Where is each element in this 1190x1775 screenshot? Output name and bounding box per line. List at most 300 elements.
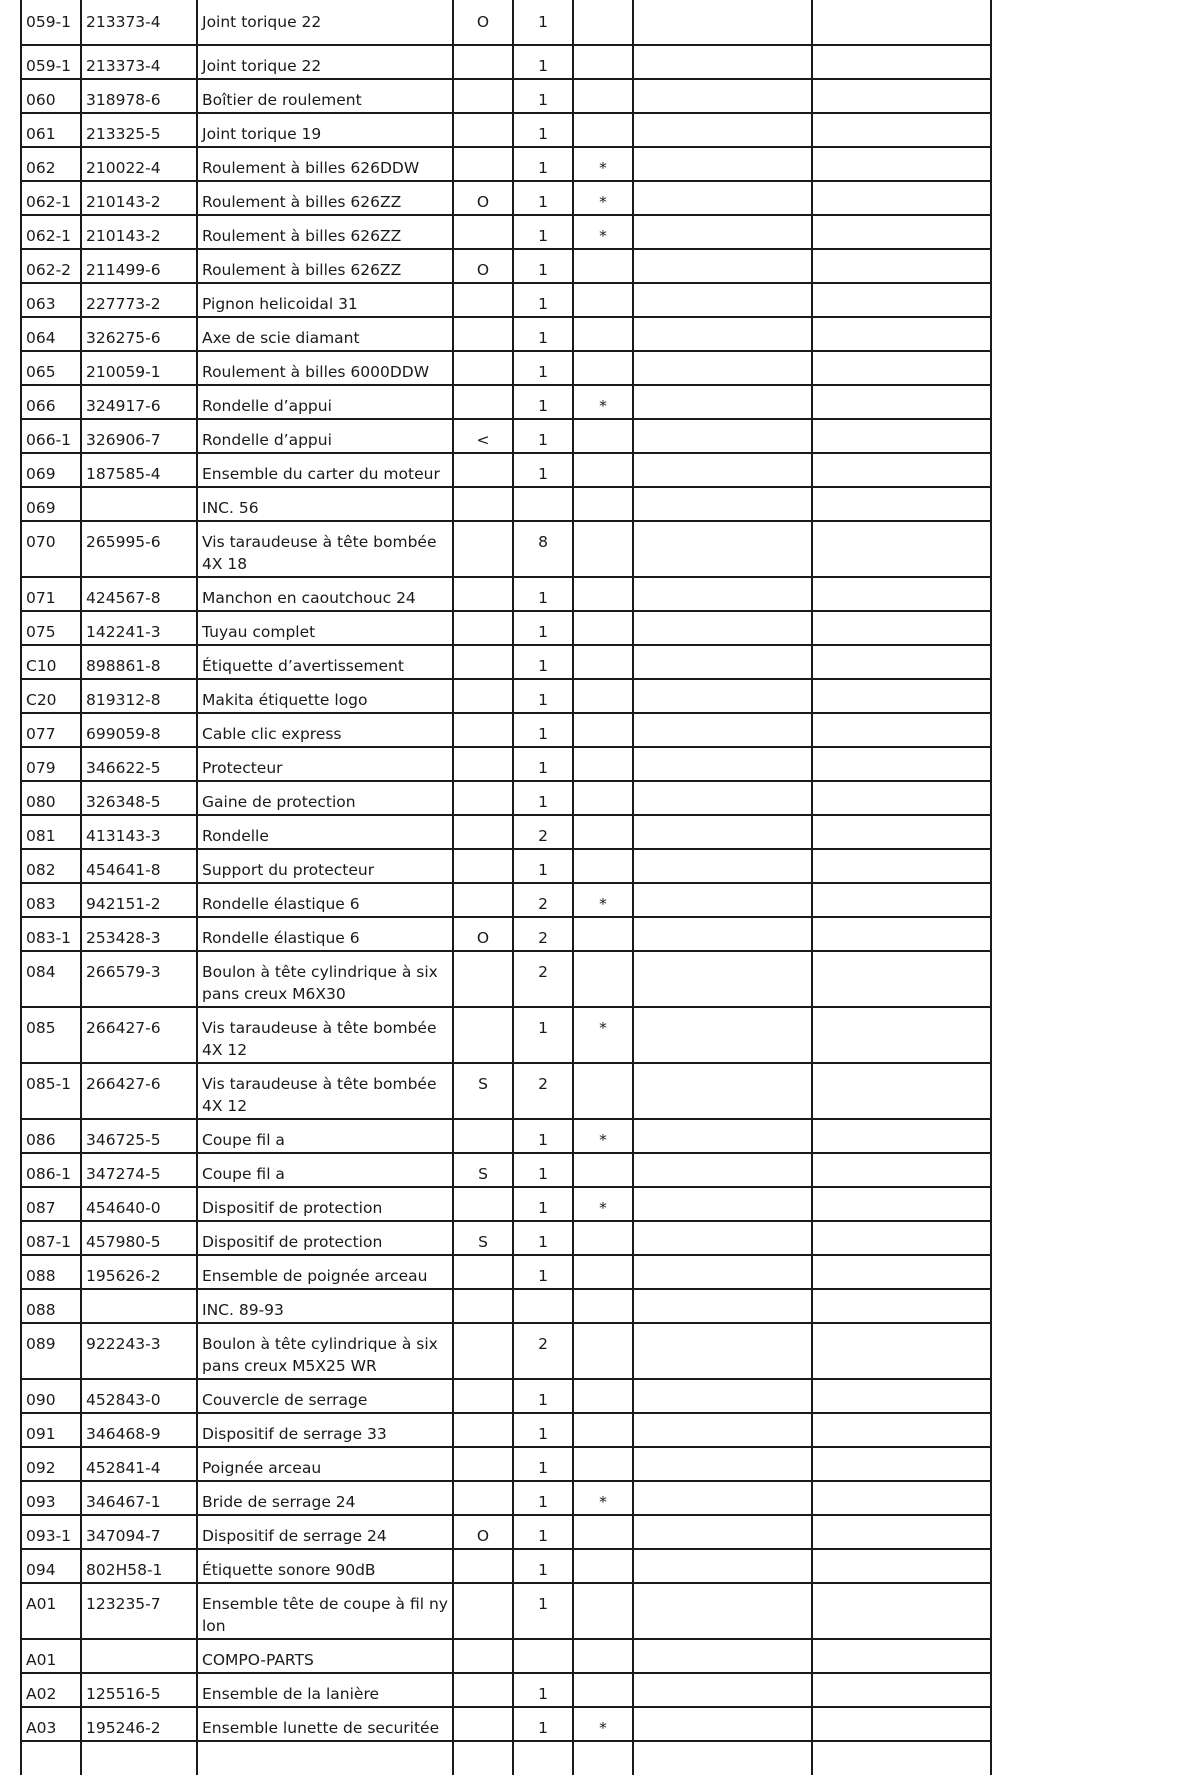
reference-cell: 347094-7 [81,1515,197,1549]
quantity-cell [513,1639,573,1673]
description-cell: Poignée arceau [197,1447,453,1481]
empty-cell [812,1741,991,1775]
part-number-cell: 071 [21,577,81,611]
quantity-cell: 1 [513,849,573,883]
reference-cell [81,487,197,521]
empty-cell [633,1673,812,1707]
description-cell: Ensemble de la lanière [197,1673,453,1707]
empty-cell [633,45,812,79]
empty-cell [633,1119,812,1153]
reference-cell: 819312-8 [81,679,197,713]
table-row [21,1379,991,1413]
reference-cell: 424567-8 [81,577,197,611]
table-row [21,1413,991,1447]
description-cell: Dispositif de serrage 24 [197,1515,453,1549]
empty-cell [812,1289,991,1323]
empty-cell [633,283,812,317]
description-cell: Boîtier de roulement [197,79,453,113]
description-cell: Tuyau complet [197,611,453,645]
part-number-cell: 090 [21,1379,81,1413]
mark-cell [453,385,513,419]
quantity-cell: 1 [513,713,573,747]
reference-cell: 452843-0 [81,1379,197,1413]
empty-cell [633,1007,812,1063]
reference-cell: 454640-0 [81,1187,197,1221]
table-row [21,419,991,453]
empty-cell [812,453,991,487]
mark-cell [453,147,513,181]
part-number-cell: 075 [21,611,81,645]
description-cell: Rondelle élastique 6 [197,917,453,951]
empty-cell [633,781,812,815]
note-cell [573,577,633,611]
note-cell [573,1255,633,1289]
quantity-cell [513,1289,573,1323]
mark-cell [453,1323,513,1379]
note-cell [573,1583,633,1639]
reference-cell: 802H58-1 [81,1549,197,1583]
note-cell [573,45,633,79]
mark-cell [453,645,513,679]
part-number-cell: 079 [21,747,81,781]
table-row [21,611,991,645]
empty-cell [812,1379,991,1413]
note-cell [573,1063,633,1119]
note-cell [573,815,633,849]
reference-cell: 318978-6 [81,79,197,113]
note-cell [573,679,633,713]
mark-cell [453,1549,513,1583]
table-row [21,849,991,883]
mark-cell [453,79,513,113]
note-cell [573,0,633,45]
part-number-cell: 062 [21,147,81,181]
empty-cell [812,1007,991,1063]
reference-cell: 125516-5 [81,1673,197,1707]
description-cell: Bride de serrage 24 [197,1481,453,1515]
mark-cell [453,1639,513,1673]
table-row [21,521,991,577]
table-row [21,1741,991,1775]
description-cell: Roulement à billes 626ZZ [197,215,453,249]
note-cell [573,1413,633,1447]
note-cell [573,1221,633,1255]
table-row [21,453,991,487]
mark-cell [453,453,513,487]
quantity-cell: 1 [513,317,573,351]
empty-cell [812,521,991,577]
part-number-cell: 064 [21,317,81,351]
quantity-cell: 1 [513,1673,573,1707]
empty-cell [633,1741,812,1775]
quantity-cell: 1 [513,1221,573,1255]
description-cell: Rondelle d’appui [197,385,453,419]
part-number-cell: 084 [21,951,81,1007]
reference-cell: 210059-1 [81,351,197,385]
empty-cell [812,1153,991,1187]
part-number-cell: C20 [21,679,81,713]
description-cell: Ensemble du carter du moteur [197,453,453,487]
empty-cell [633,1515,812,1549]
note-cell [573,1549,633,1583]
mark-cell [453,1583,513,1639]
note-cell [573,351,633,385]
table-row [21,1447,991,1481]
quantity-cell: 1 [513,1515,573,1549]
description-cell: Support du protecteur [197,849,453,883]
part-number-cell: 085 [21,1007,81,1063]
part-number-cell: 087-1 [21,1221,81,1255]
note-cell [573,1639,633,1673]
quantity-cell: 2 [513,815,573,849]
part-number-cell: 070 [21,521,81,577]
empty-cell [633,453,812,487]
part-number-cell: A01 [21,1583,81,1639]
description-cell: Dispositif de protection [197,1187,453,1221]
part-number-cell: 063 [21,283,81,317]
quantity-cell: 1 [513,79,573,113]
empty-cell [812,611,991,645]
mark-cell [453,747,513,781]
mark-cell: S [453,1063,513,1119]
part-number-cell: 083-1 [21,917,81,951]
mark-cell: S [453,1221,513,1255]
part-number-cell: 083 [21,883,81,917]
description-cell: Vis taraudeuse à tête bombée 4X 18 [197,521,453,577]
description-cell: Manchon en caoutchouc 24 [197,577,453,611]
description-cell: Dispositif de serrage 33 [197,1413,453,1447]
note-cell [573,951,633,1007]
part-number-cell: 059-1 [21,45,81,79]
reference-cell: 266579-3 [81,951,197,1007]
note-cell: * [573,181,633,215]
note-cell [573,283,633,317]
description-cell: Joint torique 19 [197,113,453,147]
empty-cell [633,0,812,45]
reference-cell: 266427-6 [81,1063,197,1119]
reference-cell: 346468-9 [81,1413,197,1447]
empty-cell [812,645,991,679]
part-number-cell: 062-2 [21,249,81,283]
reference-cell: 699059-8 [81,713,197,747]
mark-cell [453,1007,513,1063]
mark-cell [453,849,513,883]
mark-cell [453,679,513,713]
mark-cell: O [453,1515,513,1549]
note-cell [573,1153,633,1187]
note-cell [573,781,633,815]
empty-cell [812,1119,991,1153]
reference-cell: 922243-3 [81,1323,197,1379]
quantity-cell: 1 [513,1413,573,1447]
mark-cell [453,577,513,611]
empty-cell [812,79,991,113]
part-number-cell: 089 [21,1323,81,1379]
table-row [21,351,991,385]
mark-cell [453,1255,513,1289]
note-cell: * [573,147,633,181]
table-row [21,883,991,917]
reference-cell: 347274-5 [81,1153,197,1187]
note-cell [573,1379,633,1413]
quantity-cell: 1 [513,249,573,283]
reference-cell: 413143-3 [81,815,197,849]
empty-cell [633,1583,812,1639]
empty-cell [633,147,812,181]
quantity-cell: 1 [513,147,573,181]
table-row [21,1255,991,1289]
empty-cell [812,815,991,849]
table-row [21,781,991,815]
part-number-cell: 066-1 [21,419,81,453]
empty-cell [812,883,991,917]
mark-cell [453,317,513,351]
note-cell [573,419,633,453]
description-cell: Étiquette d’avertissement [197,645,453,679]
table-row [21,951,991,1007]
empty-cell [633,917,812,951]
mark-cell: O [453,181,513,215]
note-cell [573,611,633,645]
part-number-cell: 093-1 [21,1515,81,1549]
table-row [21,1673,991,1707]
reference-cell: 326348-5 [81,781,197,815]
note-cell [573,521,633,577]
mark-cell [453,351,513,385]
part-number-cell: A03 [21,1707,81,1741]
quantity-cell: 1 [513,1119,573,1153]
mark-cell: O [453,0,513,45]
quantity-cell: 1 [513,1379,573,1413]
part-number-cell: 082 [21,849,81,883]
quantity-cell: 1 [513,645,573,679]
part-number-cell: 088 [21,1255,81,1289]
mark-cell [453,113,513,147]
mark-cell: O [453,249,513,283]
mark-cell [453,1673,513,1707]
note-cell: * [573,1119,633,1153]
note-cell [573,849,633,883]
part-number-cell: 086-1 [21,1153,81,1187]
note-cell: * [573,385,633,419]
empty-cell [812,679,991,713]
table-row [21,45,991,79]
empty-cell [633,713,812,747]
table-row [21,1481,991,1515]
reference-cell: 452841-4 [81,1447,197,1481]
empty-cell [633,1707,812,1741]
part-number-cell: 081 [21,815,81,849]
part-number-cell: A02 [21,1673,81,1707]
mark-cell [453,951,513,1007]
reference-cell: 326906-7 [81,419,197,453]
description-cell: Coupe fil a [197,1153,453,1187]
description-cell [197,1741,453,1775]
description-cell: Roulement à billes 626DDW [197,147,453,181]
quantity-cell: 2 [513,883,573,917]
empty-cell [812,1639,991,1673]
empty-cell [812,1323,991,1379]
quantity-cell: 1 [513,1153,573,1187]
empty-cell [812,951,991,1007]
table-row [21,1583,991,1639]
empty-cell [812,419,991,453]
table-row [21,1153,991,1187]
note-cell [573,453,633,487]
empty-cell [812,1673,991,1707]
empty-cell [633,1153,812,1187]
mark-cell: O [453,917,513,951]
empty-cell [633,1221,812,1255]
empty-cell [812,1447,991,1481]
empty-cell [812,747,991,781]
table-row [21,1007,991,1063]
empty-cell [812,1255,991,1289]
reference-cell: 123235-7 [81,1583,197,1639]
mark-cell [453,1379,513,1413]
empty-cell [812,1549,991,1583]
empty-cell [633,645,812,679]
description-cell: Couvercle de serrage [197,1379,453,1413]
part-number-cell: 091 [21,1413,81,1447]
quantity-cell: 1 [513,1481,573,1515]
table-row [21,181,991,215]
note-cell [573,249,633,283]
empty-cell [633,79,812,113]
note-cell: * [573,1187,633,1221]
empty-cell [812,45,991,79]
table-row [21,79,991,113]
empty-cell [633,679,812,713]
table-row [21,679,991,713]
table-row [21,1063,991,1119]
reference-cell: 210143-2 [81,181,197,215]
empty-cell [812,849,991,883]
table-row [21,0,991,45]
part-number-cell: 062-1 [21,215,81,249]
empty-cell [633,317,812,351]
empty-cell [633,181,812,215]
reference-cell: 253428-3 [81,917,197,951]
table-row [21,1187,991,1221]
part-number-cell: 093 [21,1481,81,1515]
note-cell [573,1323,633,1379]
mark-cell [453,521,513,577]
description-cell: Vis taraudeuse à tête bombée 4X 12 [197,1063,453,1119]
table-row [21,1323,991,1379]
part-number-cell: 080 [21,781,81,815]
description-cell: Pignon helicoidal 31 [197,283,453,317]
quantity-cell: 2 [513,1323,573,1379]
quantity-cell: 1 [513,181,573,215]
note-cell [573,113,633,147]
empty-cell [633,215,812,249]
part-number-cell: 059-1 [21,0,81,45]
reference-cell: 211499-6 [81,249,197,283]
mark-cell [453,815,513,849]
description-cell: Vis taraudeuse à tête bombée 4X 12 [197,1007,453,1063]
empty-cell [633,385,812,419]
part-number-cell: 087 [21,1187,81,1221]
mark-cell [453,283,513,317]
quantity-cell: 1 [513,453,573,487]
table-row [21,317,991,351]
quantity-cell: 1 [513,1549,573,1583]
mark-cell [453,487,513,521]
empty-cell [633,521,812,577]
empty-cell [633,249,812,283]
description-cell: Roulement à billes 626ZZ [197,249,453,283]
empty-cell [812,1515,991,1549]
empty-cell [812,1221,991,1255]
empty-cell [633,815,812,849]
description-cell: Gaine de protection [197,781,453,815]
description-cell: Rondelle élastique 6 [197,883,453,917]
table-row [21,385,991,419]
table-row [21,1119,991,1153]
table-row [21,815,991,849]
description-cell: Makita étiquette logo [197,679,453,713]
description-cell: Rondelle d’appui [197,419,453,453]
reference-cell: 324917-6 [81,385,197,419]
quantity-cell: 2 [513,917,573,951]
table-row [21,487,991,521]
empty-cell [633,351,812,385]
empty-cell [812,283,991,317]
description-cell: Roulement à billes 6000DDW [197,351,453,385]
empty-cell [633,419,812,453]
mark-cell [453,611,513,645]
part-number-cell: 077 [21,713,81,747]
note-cell [573,317,633,351]
note-cell: * [573,1007,633,1063]
description-cell: Boulon à tête cylindrique à six pans creux M6X30 [197,951,453,1007]
empty-cell [633,611,812,645]
empty-cell [812,317,991,351]
part-number-cell: 061 [21,113,81,147]
empty-cell [812,1187,991,1221]
empty-cell [633,1063,812,1119]
part-number-cell [21,1741,81,1775]
reference-cell: 346725-5 [81,1119,197,1153]
mark-cell [453,215,513,249]
quantity-cell: 1 [513,419,573,453]
description-cell: Roulement à billes 626ZZ [197,181,453,215]
note-cell [573,487,633,521]
empty-cell [633,1413,812,1447]
reference-cell [81,1639,197,1673]
reference-cell: 195246-2 [81,1707,197,1741]
note-cell [573,1289,633,1323]
mark-cell [453,1707,513,1741]
empty-cell [633,1549,812,1583]
part-number-cell: 094 [21,1549,81,1583]
empty-cell [633,1481,812,1515]
reference-cell: 213325-5 [81,113,197,147]
quantity-cell [513,487,573,521]
quantity-cell: 1 [513,1007,573,1063]
quantity-cell: 1 [513,781,573,815]
empty-cell [633,577,812,611]
description-cell: COMPO-PARTS [197,1639,453,1673]
reference-cell [81,1289,197,1323]
empty-cell [633,1323,812,1379]
empty-cell [812,577,991,611]
mark-cell [453,781,513,815]
quantity-cell: 1 [513,1447,573,1481]
description-cell: Ensemble tête de coupe à fil nylon [197,1583,453,1639]
empty-cell [812,1707,991,1741]
